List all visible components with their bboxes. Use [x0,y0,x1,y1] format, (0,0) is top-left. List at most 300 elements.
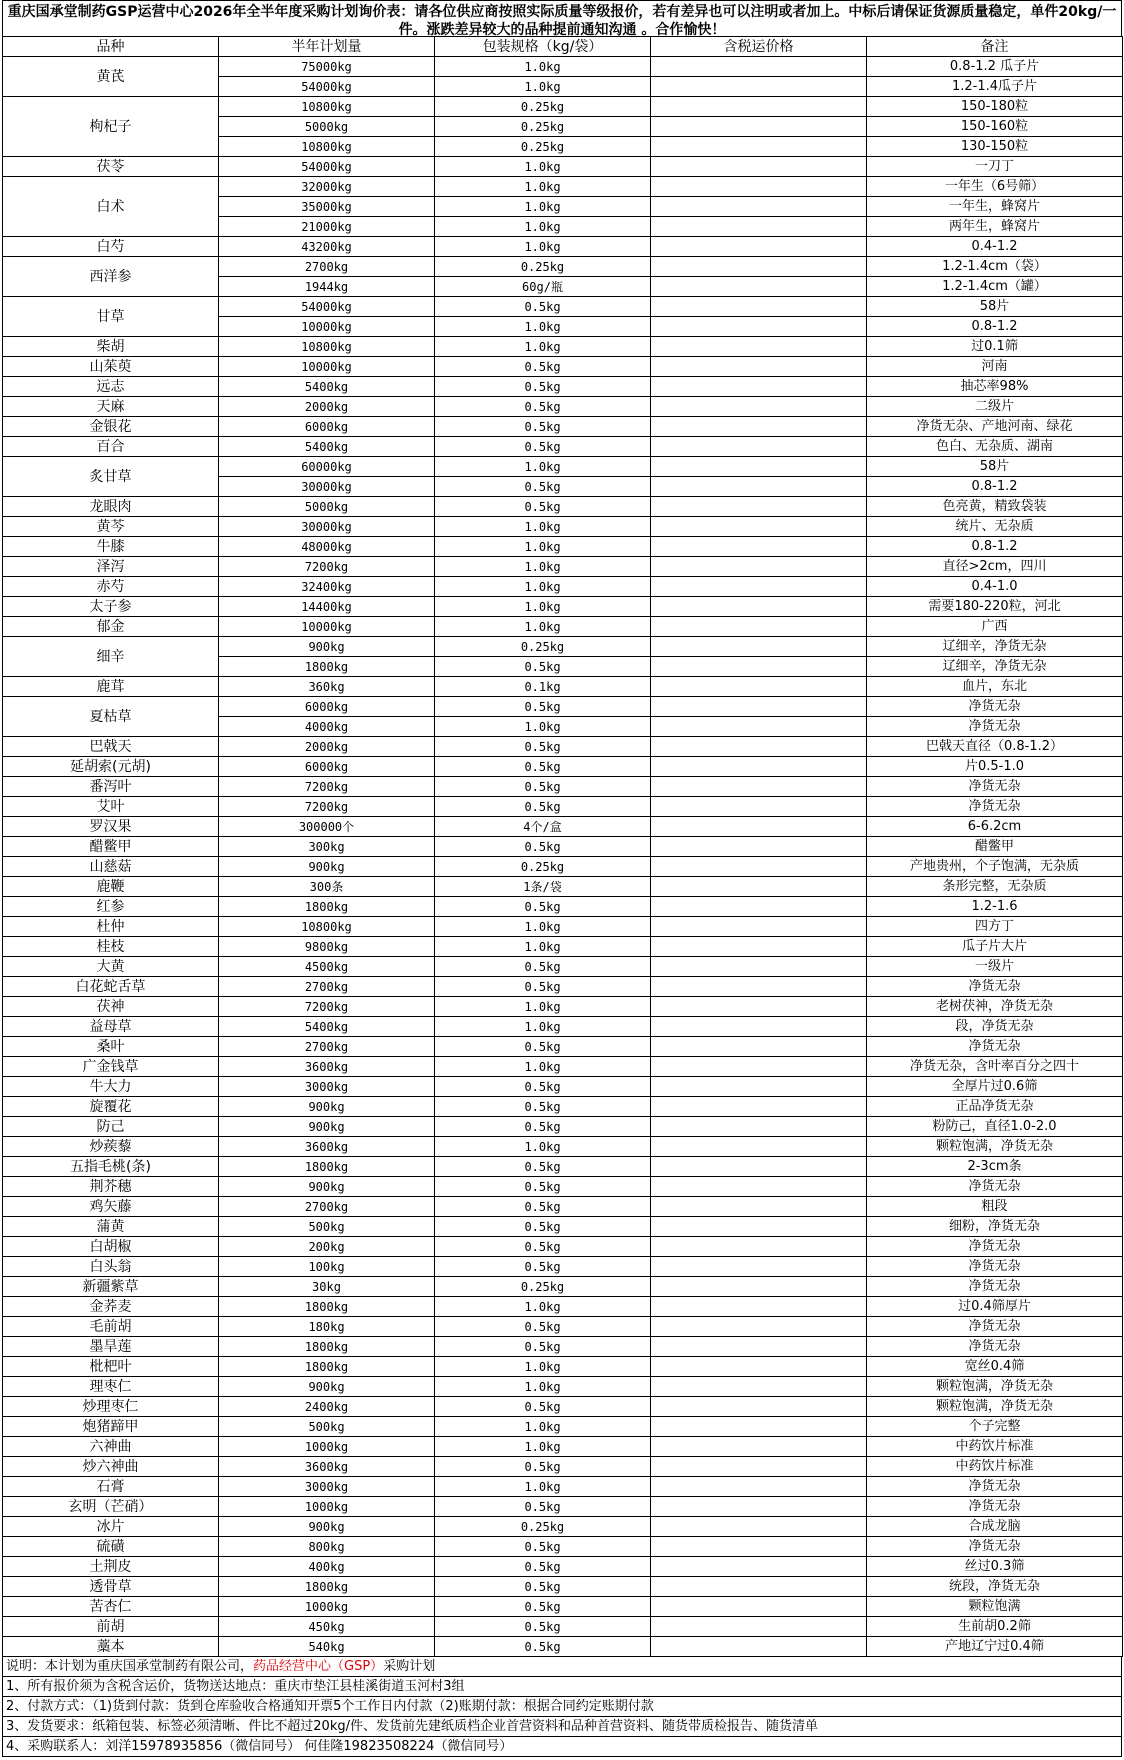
cell-remark: 河南 [867,357,1123,377]
cell-quantity: 30000kg [219,517,435,537]
table-row [3,357,1123,377]
cell-variety: 鹿茸 [3,677,219,697]
cell-price [651,717,867,737]
cell-package: 0.5kg [435,1157,651,1177]
cell-variety: 泽泻 [3,557,219,577]
cell-package: 1.0kg [435,1017,651,1037]
table-row [3,1197,1123,1217]
procurement-sheet [2,0,1122,1757]
cell-remark: 四方丁 [867,917,1123,937]
table-row [3,1357,1123,1377]
table-row [3,737,1123,757]
cell-quantity: 500kg [219,1217,435,1237]
cell-quantity: 5400kg [219,1017,435,1037]
cell-variety: 红参 [3,897,219,917]
cell-quantity: 9800kg [219,937,435,957]
table-row [3,917,1123,937]
cell-variety: 远志 [3,377,219,397]
cell-package: 1.0kg [435,197,651,217]
cell-variety: 天麻 [3,397,219,417]
cell-quantity: 300000个 [219,817,435,837]
cell-price [651,437,867,457]
cell-package: 0.5kg [435,1597,651,1617]
cell-price [651,657,867,677]
cell-price [651,1297,867,1317]
cell-quantity: 48000kg [219,537,435,557]
header-quantity: 半年计划量 [219,37,435,57]
cell-package: 0.5kg [435,1337,651,1357]
table-body [3,57,1123,1657]
cell-price [651,417,867,437]
cell-price [651,1397,867,1417]
cell-variety: 细辛 [3,637,219,677]
table-row [3,877,1123,897]
cell-package: 1.0kg [435,597,651,617]
cell-package: 0.5kg [435,657,651,677]
cell-remark: 粉防己，直径1.0-2.0 [867,1117,1123,1137]
cell-quantity: 10000kg [219,617,435,637]
table-row [3,497,1123,517]
table-row [3,1457,1123,1477]
cell-price [651,397,867,417]
table-row [3,997,1123,1017]
cell-price [651,1517,867,1537]
table-row [3,1637,1123,1657]
cell-price [651,1437,867,1457]
cell-quantity: 75000kg [219,57,435,77]
cell-price [651,477,867,497]
cell-remark: 净货无杂 [867,1337,1123,1357]
cell-price [651,1617,867,1637]
table-row [3,1257,1123,1277]
table-row [3,817,1123,837]
cell-price [651,777,867,797]
cell-remark: 净货无杂 [867,1177,1123,1197]
cell-variety: 杜仲 [3,917,219,937]
cell-remark: 老树茯神，净货无杂 [867,997,1123,1017]
cell-remark: 净货无杂 [867,977,1123,997]
cell-variety: 防己 [3,1117,219,1137]
cell-variety: 黄芩 [3,517,219,537]
cell-price [651,1457,867,1477]
cell-variety: 白花蛇舌草 [3,977,219,997]
cell-variety: 山慈菇 [3,857,219,877]
table-row [3,597,1123,617]
cell-package: 1.0kg [435,337,651,357]
table-row [3,1417,1123,1437]
cell-package: 0.5kg [435,377,651,397]
cell-remark: 0.8-1.2 [867,537,1123,557]
cell-package: 1.0kg [435,1477,651,1497]
table-row [3,1017,1123,1037]
cell-price [651,757,867,777]
cell-package: 1.0kg [435,317,651,337]
cell-price [651,997,867,1017]
cell-quantity: 43200kg [219,237,435,257]
cell-remark: 6-6.2cm [867,817,1123,837]
table-row [3,1157,1123,1177]
cell-price [651,237,867,257]
cell-package: 0.5kg [435,1497,651,1517]
cell-package: 0.5kg [435,977,651,997]
table-row [3,1397,1123,1417]
table-row [3,1437,1123,1457]
cell-quantity: 300条 [219,877,435,897]
table-row [3,957,1123,977]
cell-variety: 百合 [3,437,219,457]
table-row [3,1137,1123,1157]
cell-variety: 赤芍 [3,577,219,597]
cell-quantity: 54000kg [219,157,435,177]
cell-package: 0.5kg [435,1177,651,1197]
cell-quantity: 900kg [219,1117,435,1137]
cell-remark: 净货无杂 [867,777,1123,797]
cell-remark: 2-3cm条 [867,1157,1123,1177]
cell-package: 1.0kg [435,1137,651,1157]
cell-variety: 罗汉果 [3,817,219,837]
table-row [3,977,1123,997]
cell-package: 1.0kg [435,617,651,637]
cell-quantity: 10000kg [219,317,435,337]
cell-quantity: 10800kg [219,337,435,357]
cell-variety: 荆芥穗 [3,1177,219,1197]
table-row [3,1597,1123,1617]
cell-quantity: 5000kg [219,117,435,137]
cell-variety: 墨旱莲 [3,1337,219,1357]
cell-remark: 1.2-1.4瓜子片 [867,77,1123,97]
cell-price [651,577,867,597]
footer-note-prefix: 说明：本计划为重庆国承堂制药有限公司， [6,1659,254,1674]
cell-variety: 甘草 [3,297,219,337]
header-package: 包装规格（kg/袋） [435,37,651,57]
cell-package: 0.5kg [435,1037,651,1057]
cell-remark: 中药饮片标准 [867,1437,1123,1457]
cell-package: 0.5kg [435,357,651,377]
cell-price [651,1117,867,1137]
cell-quantity: 5400kg [219,377,435,397]
table-row [3,637,1123,657]
cell-package: 0.5kg [435,1537,651,1557]
cell-remark: 0.8-1.2 [867,477,1123,497]
cell-remark: 净货无杂 [867,1497,1123,1517]
cell-package: 0.25kg [435,1517,651,1537]
cell-remark: 一年生，蜂窝片 [867,197,1123,217]
cell-package: 0.5kg [435,1397,651,1417]
cell-package: 0.5kg [435,397,651,417]
cell-variety: 旋覆花 [3,1097,219,1117]
cell-variety: 金银花 [3,417,219,437]
table-row [3,537,1123,557]
cell-remark: 产地辽宁过0.4筛 [867,1637,1123,1657]
cell-package: 0.5kg [435,1117,651,1137]
cell-package: 0.5kg [435,1617,651,1637]
cell-variety: 醋鳖甲 [3,837,219,857]
table-row [3,1217,1123,1237]
cell-remark: 细粉，净货无杂 [867,1217,1123,1237]
cell-package: 0.5kg [435,697,651,717]
cell-quantity: 200kg [219,1237,435,1257]
cell-quantity: 2700kg [219,1037,435,1057]
cell-remark: 宽丝0.4筛 [867,1357,1123,1377]
table-row [3,157,1123,177]
cell-remark: 净货无杂 [867,1317,1123,1337]
cell-remark: 醋鳖甲 [867,837,1123,857]
cell-package: 0.5kg [435,797,651,817]
cell-variety: 理枣仁 [3,1377,219,1397]
table-row [3,1337,1123,1357]
cell-price [651,217,867,237]
cell-variety: 柴胡 [3,337,219,357]
cell-price [651,1477,867,1497]
cell-remark: 统片、无杂质 [867,517,1123,537]
cell-package: 1.0kg [435,557,651,577]
cell-package: 0.25kg [435,257,651,277]
cell-price [651,617,867,637]
table-row [3,1177,1123,1197]
cell-quantity: 10000kg [219,357,435,377]
footer-line-contact: 4、采购联系人：刘洋15978935856（微信同号） 何佳隆19823508224（微信同号） [2,1737,1122,1757]
cell-quantity: 3600kg [219,1057,435,1077]
cell-variety: 益母草 [3,1017,219,1037]
cell-price [651,1097,867,1117]
cell-quantity: 2700kg [219,977,435,997]
cell-quantity: 1800kg [219,1297,435,1317]
cell-quantity: 4000kg [219,717,435,737]
table-row [3,97,1123,117]
cell-variety: 牛大力 [3,1077,219,1097]
cell-quantity: 6000kg [219,697,435,717]
cell-quantity: 54000kg [219,77,435,97]
cell-quantity: 100kg [219,1257,435,1277]
cell-price [651,1057,867,1077]
cell-variety: 石膏 [3,1477,219,1497]
table-row [3,897,1123,917]
cell-quantity: 900kg [219,637,435,657]
procurement-table [2,36,1123,1657]
cell-price [651,937,867,957]
table-row [3,837,1123,857]
cell-quantity: 1000kg [219,1597,435,1617]
cell-package: 0.25kg [435,137,651,157]
cell-quantity: 900kg [219,1377,435,1397]
cell-remark: 净货无杂 [867,1257,1123,1277]
cell-remark: 58片 [867,457,1123,477]
cell-quantity: 5000kg [219,497,435,517]
header-remark: 备注 [867,37,1123,57]
cell-variety: 炙甘草 [3,457,219,497]
table-row [3,1517,1123,1537]
cell-quantity: 1000kg [219,1437,435,1457]
table-row [3,1077,1123,1097]
cell-quantity: 1800kg [219,1337,435,1357]
cell-price [651,117,867,137]
cell-package: 0.5kg [435,1237,651,1257]
cell-package: 0.5kg [435,437,651,457]
cell-price [651,317,867,337]
cell-package: 0.5kg [435,1457,651,1477]
cell-price [651,137,867,157]
cell-price [651,77,867,97]
table-row [3,557,1123,577]
cell-remark: 58片 [867,297,1123,317]
cell-package: 0.5kg [435,297,651,317]
cell-price [651,957,867,977]
cell-variety: 五指毛桃(条) [3,1157,219,1177]
cell-package: 1.0kg [435,717,651,737]
table-row [3,1037,1123,1057]
cell-variety: 西洋参 [3,257,219,297]
cell-package: 60g/瓶 [435,277,651,297]
cell-package: 1.0kg [435,57,651,77]
cell-remark: 一级片 [867,957,1123,977]
cell-variety: 黄芪 [3,57,219,97]
cell-price [651,297,867,317]
table-row [3,1377,1123,1397]
cell-variety: 番泻叶 [3,777,219,797]
cell-quantity: 32400kg [219,577,435,597]
cell-package: 0.25kg [435,857,651,877]
cell-price [651,537,867,557]
cell-package: 0.5kg [435,1197,651,1217]
cell-package: 4个/盒 [435,817,651,837]
footer-line-payment: 2、付款方式：（1)货到付款：货到仓库验收合格通知开票5个工作日内付款（2)账期付款：根据合同约定账期付款 [2,1697,1122,1717]
cell-remark: 条形完整，无杂质 [867,877,1123,897]
cell-package: 0.5kg [435,417,651,437]
cell-package: 1.0kg [435,917,651,937]
cell-price [651,1257,867,1277]
cell-quantity: 3000kg [219,1477,435,1497]
cell-package: 1.0kg [435,1377,651,1397]
table-row [3,457,1123,477]
table-row [3,297,1123,317]
cell-price [651,1577,867,1597]
cell-quantity: 400kg [219,1557,435,1577]
cell-remark: 一年生（6号筛） [867,177,1123,197]
cell-price [651,337,867,357]
table-row [3,337,1123,357]
cell-variety: 枸杞子 [3,97,219,157]
cell-price [651,817,867,837]
table-row [3,797,1123,817]
cell-variety: 白术 [3,177,219,237]
cell-remark: 净货无杂 [867,697,1123,717]
cell-variety: 茯神 [3,997,219,1017]
table-row [3,1537,1123,1557]
table-row [3,1497,1123,1517]
cell-package: 0.5kg [435,737,651,757]
cell-quantity: 7200kg [219,557,435,577]
cell-price [651,677,867,697]
cell-remark: 抽芯率98% [867,377,1123,397]
cell-package: 0.5kg [435,1257,651,1277]
cell-remark: 颗粒饱满，净货无杂 [867,1397,1123,1417]
cell-quantity: 54000kg [219,297,435,317]
table-header-row [3,37,1123,57]
cell-package: 1.0kg [435,1297,651,1317]
cell-remark: 合成龙脑 [867,1517,1123,1537]
cell-quantity: 900kg [219,857,435,877]
cell-price [651,837,867,857]
cell-package: 0.25kg [435,97,651,117]
cell-quantity: 10800kg [219,137,435,157]
cell-price [651,1197,867,1217]
cell-variety: 龙眼肉 [3,497,219,517]
cell-price [651,637,867,657]
cell-package: 1.0kg [435,1057,651,1077]
cell-price [651,877,867,897]
cell-package: 0.25kg [435,637,651,657]
cell-price [651,1217,867,1237]
table-row [3,1617,1123,1637]
cell-price [651,857,867,877]
table-row [3,237,1123,257]
cell-variety: 延胡索(元胡) [3,757,219,777]
cell-price [651,497,867,517]
cell-quantity: 10800kg [219,917,435,937]
cell-price [651,357,867,377]
cell-quantity: 900kg [219,1517,435,1537]
table-row [3,57,1123,77]
cell-remark: 个子完整 [867,1417,1123,1437]
cell-price [651,1317,867,1337]
cell-remark: 统段，净货无杂 [867,1577,1123,1597]
cell-quantity: 5400kg [219,437,435,457]
cell-variety: 炒六神曲 [3,1457,219,1477]
cell-remark: 粗段 [867,1197,1123,1217]
cell-price [651,157,867,177]
cell-price [651,1177,867,1197]
cell-variety: 枇杷叶 [3,1357,219,1377]
cell-quantity: 3600kg [219,1137,435,1157]
cell-variety: 冰片 [3,1517,219,1537]
cell-quantity: 500kg [219,1417,435,1437]
cell-quantity: 1800kg [219,1577,435,1597]
cell-remark: 150-160粒 [867,117,1123,137]
cell-variety: 白头翁 [3,1257,219,1277]
cell-price [651,1237,867,1257]
cell-package: 0.5kg [435,1637,651,1657]
header-price: 含税运价格 [651,37,867,57]
cell-quantity: 3600kg [219,1457,435,1477]
cell-variety: 山茱萸 [3,357,219,377]
cell-quantity: 10800kg [219,97,435,117]
cell-variety: 毛前胡 [3,1317,219,1337]
cell-price [651,1017,867,1037]
cell-remark: 直径>2cm，四川 [867,557,1123,577]
cell-variety: 白芍 [3,237,219,257]
cell-quantity: 1800kg [219,1357,435,1377]
header-variety: 品种 [3,37,219,57]
cell-quantity: 7200kg [219,997,435,1017]
cell-quantity: 7200kg [219,797,435,817]
cell-remark: 色亮黄，精致袋装 [867,497,1123,517]
cell-remark: 瓜子片大片 [867,937,1123,957]
cell-package: 1.0kg [435,577,651,597]
cell-remark: 颗粒饱满，净货无杂 [867,1377,1123,1397]
cell-remark: 片0.5-1.0 [867,757,1123,777]
cell-remark: 血片，东北 [867,677,1123,697]
cell-remark: 段，净货无杂 [867,1017,1123,1037]
cell-quantity: 450kg [219,1617,435,1637]
cell-quantity: 35000kg [219,197,435,217]
cell-price [651,457,867,477]
table-row [3,417,1123,437]
cell-package: 0.5kg [435,1577,651,1597]
cell-remark: 辽细辛，净货无杂 [867,637,1123,657]
cell-variety: 炒蒺藜 [3,1137,219,1157]
footer-note-suffix: 采购计划 [383,1659,436,1674]
table-row [3,377,1123,397]
